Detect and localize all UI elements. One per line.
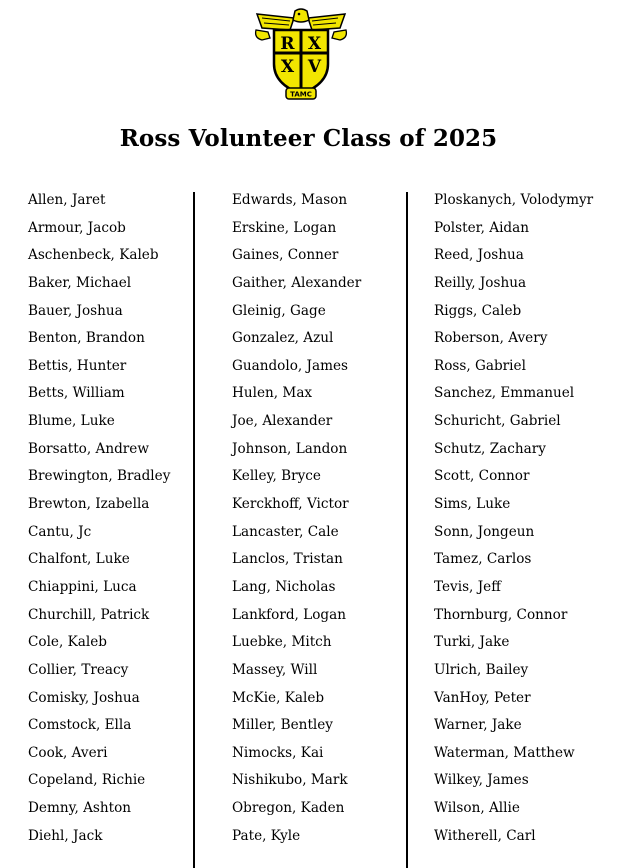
roster-name: Aschenbeck, Kaleb (28, 247, 159, 264)
roster-name: McKie, Kaleb (232, 689, 325, 706)
roster-name: Pate, Kyle (232, 827, 301, 844)
roster-column-1 (28, 191, 170, 854)
roster-name: Gaither, Alexander (232, 274, 362, 291)
roster-name: Blume, Luke (28, 413, 115, 430)
roster-name: Guandolo, James (232, 357, 348, 374)
roster-name: Ross, Gabriel (434, 357, 526, 374)
roster-name: Thornburg, Connor (434, 606, 568, 623)
roster-name: Allen, Jaret (28, 192, 106, 208)
roster-name: Tamez, Carlos (434, 551, 532, 568)
crest-letter-top-right: X (307, 34, 322, 54)
roster-name: Chiappini, Luca (28, 578, 137, 595)
roster-name: Benton, Brandon (28, 330, 145, 347)
roster-name: Baker, Michael (28, 274, 132, 291)
roster-name: Sanchez, Emmanuel (434, 385, 575, 402)
roster-name: Edwards, Mason (232, 192, 348, 208)
column-divider-right (406, 192, 408, 868)
roster-name: Joe, Alexander (232, 413, 333, 430)
crest-letter-bottom-left: X (280, 57, 295, 77)
roster-name: Johnson, Landon (232, 440, 348, 457)
roster-name: Borsatto, Andrew (28, 440, 149, 457)
roster-name: Gonzalez, Azul (232, 330, 334, 347)
roster-column-3 (434, 191, 593, 854)
roster-name: Lancaster, Cale (232, 523, 339, 540)
roster-name: Nishikubo, Mark (232, 772, 348, 789)
roster-name: Sims, Luke (434, 496, 511, 513)
roster-name: Kelley, Bryce (232, 468, 321, 485)
ross-volunteer-crest-logo (254, 8, 348, 102)
roster-name: Gaines, Conner (232, 247, 339, 264)
eagle-head (293, 9, 309, 22)
roster-name: VanHoy, Peter (434, 689, 531, 706)
roster-name: Bauer, Joshua (28, 302, 123, 319)
roster-name: Nimocks, Kai (232, 744, 324, 761)
roster-name: Turki, Jake (434, 634, 510, 651)
roster-name: Churchill, Patrick (28, 606, 150, 623)
column-divider-left (193, 192, 195, 868)
roster-name: Demny, Ashton (28, 800, 132, 817)
roster-name: Miller, Bentley (232, 717, 333, 734)
roster-name: Massey, Will (232, 661, 318, 678)
roster-name: Erskine, Logan (232, 219, 337, 236)
roster-name: Diehl, Jack (28, 827, 103, 844)
roster-name: Scott, Connor (434, 468, 530, 485)
roster-name: Wilson, Allie (434, 800, 520, 817)
roster-name: Cook, Averi (28, 744, 108, 761)
roster-name: Polster, Aidan (434, 219, 529, 236)
roster-name: Lang, Nicholas (232, 578, 336, 595)
roster-name: Tevis, Jeff (434, 578, 501, 595)
roster-name: Bettis, Hunter (28, 357, 127, 374)
roster-name: Brewington, Bradley (28, 468, 171, 485)
roster-name: Witherell, Carl (434, 827, 536, 844)
roster-name: Riggs, Caleb (434, 302, 522, 319)
crest-letter-bottom-right: V (307, 57, 322, 77)
roster-name: Copeland, Richie (28, 772, 146, 789)
roster-name: Reed, Joshua (434, 247, 524, 264)
roster-name: Luebke, Mitch (232, 634, 332, 651)
crest-letter-top-left: R (280, 34, 295, 54)
roster-name: Sonn, Jongeun (434, 523, 535, 540)
eagle-left-wing (257, 14, 294, 30)
roster-name: Warner, Jake (434, 717, 522, 734)
roster-name: Roberson, Avery (434, 330, 548, 347)
roster-name: Lanclos, Tristan (232, 551, 343, 568)
roster-name: Kerckhoff, Victor (232, 496, 349, 513)
roster-name: Cole, Kaleb (28, 634, 107, 651)
roster-name: Waterman, Matthew (434, 744, 575, 761)
roster-name: Hulen, Max (232, 385, 313, 402)
roster-name: Collier, Treacy (28, 661, 129, 678)
roster-name: Reilly, Joshua (434, 274, 527, 291)
roster-name: Chalfont, Luke (28, 551, 130, 568)
roster-name: Armour, Jacob (28, 219, 126, 236)
roster-name: Obregon, Kaden (232, 800, 345, 817)
eagle-right-wing (308, 14, 345, 30)
roster-name: Wilkey, James (434, 772, 529, 789)
roster-name: Gleinig, Gage (232, 302, 326, 319)
roster-name: Brewton, Izabella (28, 496, 150, 513)
page-title: Ross Volunteer Class of 2025 (119, 125, 498, 153)
roster-name: Schutz, Zachary (434, 440, 546, 457)
roster-name: Comisky, Joshua (28, 689, 140, 706)
roster-name: Ploskanych, Volodymyr (434, 192, 594, 208)
crest-banner-text: TAMC (290, 90, 312, 99)
roster-name: Comstock, Ella (28, 717, 132, 734)
roster-name: Betts, William (28, 385, 125, 402)
roster-name: Cantu, Jc (28, 523, 92, 540)
roster-column-2 (232, 191, 361, 854)
roster-name: Schuricht, Gabriel (434, 413, 561, 430)
roster-name: Ulrich, Bailey (434, 661, 529, 678)
roster-name: Lankford, Logan (232, 606, 346, 623)
